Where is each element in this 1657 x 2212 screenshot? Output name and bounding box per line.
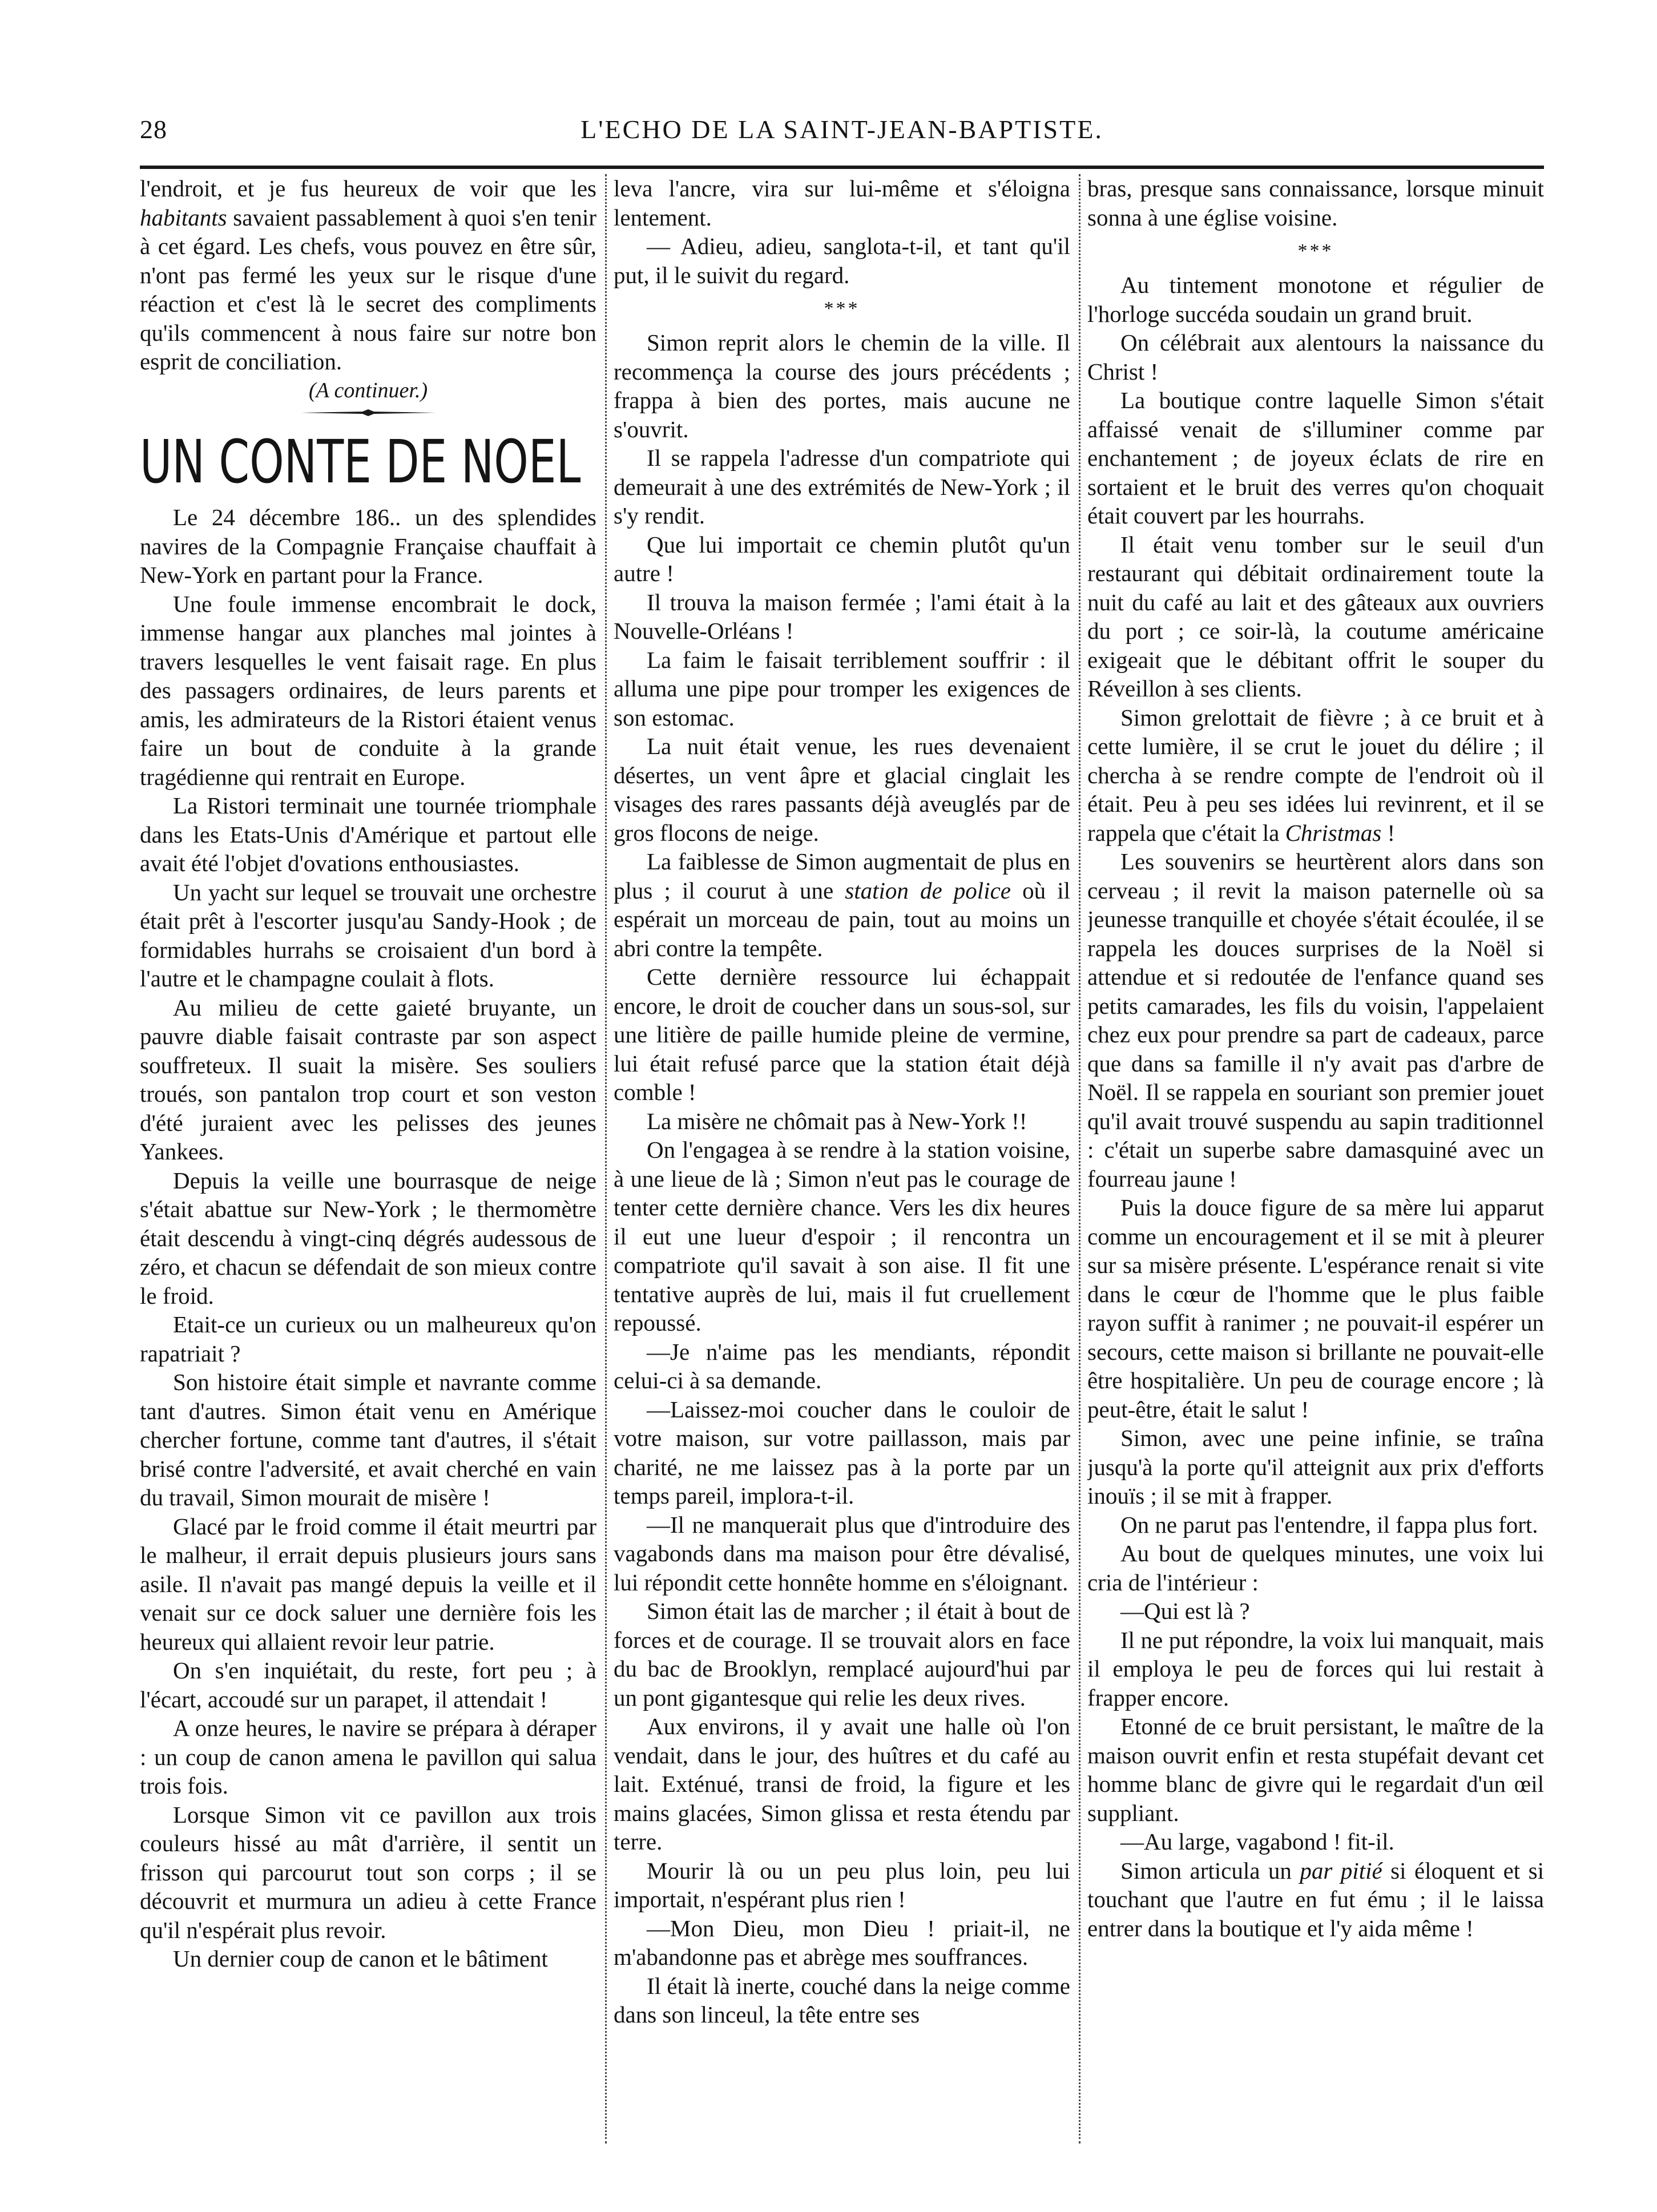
story-paragraph: Au bout de quelques minutes, une voix lui cria de l'intérieur : (1087, 1540, 1544, 1595)
column-3 (1087, 174, 1544, 2195)
story-paragraph: Un yacht sur lequel se trouvait une orchestre était prêt à l'escorter jusqu'au Sandy-Hook ; de formidables hurrahs se croisaient d'un bord à l'autre et le champagne coulait à flots. (140, 879, 596, 992)
story-paragraph: Etait-ce un curieux ou un malheureux qu'on rapatriait ? (140, 1311, 596, 1367)
story-paragraph: Que lui importait ce chemin plutôt qu'un autre ! (614, 531, 1070, 586)
column-2-body (614, 328, 1070, 2029)
column-divider (605, 174, 607, 2143)
story-paragraph: La Ristori terminait une tournée triomphale dans les Etats-Unis d'Amérique et partout elle avait été l'objet d'ovations enthousiastes. (140, 792, 596, 876)
story-paragraph: On célébrait aux alentours la naissance du Christ ! (1087, 329, 1544, 385)
story-paragraph: Il ne put répondre, la voix lui manquait, mais il employa le peu de forces qui lui restait à frapper encore. (1087, 1626, 1544, 1711)
previous-article-ending: l'endroit, et je fus heureux de voir que les habitants savaient passablement à quoi s'en tenir à cet égard. Les chefs, vous pouvez en être sûr, n'ont pas fermé les yeux sur le risque d'une réaction et c'est là le secret des compliments qu'ils commencent à nous faire sur notre bon esprit de conciliation. (140, 175, 596, 374)
story-paragraph: —Qui est là ? (1120, 1598, 1250, 1624)
story-paragraph: Au tintement monotone et régulier de l'horloge succéda soudain un grand bruit. (1087, 272, 1544, 327)
column-3-body (1087, 271, 1544, 1943)
story-paragraph: Simon articula un par pitié si éloquent et si touchant que l'autre en fut ému ; il le laissa entrer dans la boutique et l'y aida même ! (1087, 1857, 1544, 1941)
story-paragraph: On l'engagea à se rendre à la station voisine, à une lieue de là ; Simon n'eut pas le courage de tenter cette dernière chance. Vers les dix heures il eut une lueur d'espoir ; il rencontra un compatriote qu'il savait à son aise. Il fit une tentative auprès de lui, mais il fut cruellement repoussé. (614, 1137, 1070, 1336)
story-paragraph: La faiblesse de Simon augmentait de plus en plus ; il courut à une station de police où il espérait un morceau de pain, tout au moins un abri contre la tempête. (614, 848, 1070, 961)
story-paragraph: Etonné de ce bruit persistant, le maître de la maison ouvrit enfin et resta stupéfait devant cet homme blanc de givre qui le regardait d'un œil suppliant. (1087, 1713, 1544, 1826)
column-2-body-top (614, 174, 1070, 289)
column-1-body (140, 503, 596, 1973)
story-paragraph: Il trouva la maison fermée ; l'ami était à la Nouvelle-Orléans ! (614, 589, 1070, 644)
story-paragraph: Aux environs, il y avait une halle où l'on vendait, dans le jour, des huîtres et du café au lait. Exténué, transi de froid, la figure et les mains glacées, Simon glissa et resta étendu par terre. (614, 1713, 1070, 1855)
story-paragraph: La misère ne chômait pas à New-York !! (647, 1107, 1027, 1134)
story-paragraph: —Laissez-moi coucher dans le couloir de votre maison, sur votre paillasson, mais par charité, ne me laissez pas à la porte par un temps pareil, implora-t-il. (614, 1396, 1070, 1509)
column-2 (614, 174, 1070, 2195)
header-rule (140, 166, 1544, 169)
story-paragraph: On s'en inquiétait, du reste, fort peu ; à l'écart, accoudé sur un parapet, il attendait ! (140, 1657, 596, 1713)
section-asterism: *** (1297, 240, 1334, 261)
story-paragraph: bras, presque sans connaissance, lorsque minuit sonna à une église voisine. (1087, 175, 1544, 231)
story-paragraph: A onze heures, le navire se prépara à déraper : un coup de canon amena le pavillon qui salua trois fois. (140, 1715, 596, 1799)
story-paragraph: Mourir là ou un peu plus loin, peu lui importait, n'espérant plus rien ! (614, 1857, 1070, 1912)
story-paragraph: Depuis la veille une bourrasque de neige s'était abattue sur New-York ; le thermomètre était descendu à vingt-cinq dégrés audessous de zéro, et chacun se défendait de son mieux contre le froid. (140, 1167, 596, 1309)
story-paragraph: Au milieu de cette gaieté bruyante, un pauvre diable faisait contraste par son aspect souffreteux. Il suait la misère. Ses souliers troués, son pantalon trop court et son veston d'été juraient avec les pelisses des jeunes Yankees. (140, 994, 596, 1165)
story-paragraph: Il se rappela l'adresse d'un compatriote qui demeurait à une des extrémités de New-York ; il s'y rendit. (614, 445, 1070, 529)
story-paragraph: Puis la douce figure de sa mère lui apparut comme un encouragement et il se mit à pleurer sur sa misère présente. L'espérance renait si vite dans le cœur de l'homme que le plus faible rayon suffit à ranimer ; ne pouvait-il espérer un secours, cette maison si brillante ne pouvait-elle être hospitalière. Un peu de courage encore ; là peut-être, était le salut ! (1087, 1194, 1544, 1423)
story-paragraph: —Au large, vagabond ! fit-il. (1120, 1828, 1394, 1855)
running-title: L'ECHO DE LA SAINT-JEAN-BAPTISTE. (580, 115, 1103, 144)
story-paragraph: Simon, avec une peine infinie, se traîna jusqu'à la porte qu'il atteignit aux prix d'efforts inouïs ; il se mit à frapper. (1087, 1425, 1544, 1509)
column-3-body-top (1087, 174, 1544, 232)
story-paragraph: La faim le faisait terriblement souffrir : il alluma une pipe pour tromper les exigences de son estomac. (614, 646, 1070, 731)
story-paragraph: Simon était las de marcher ; il était à bout de forces et de courage. Il se trouvait alors en face du bac de Brooklyn, remplacé aujourd'hui par un pont gigantesque qui relie les deux rives. (614, 1598, 1070, 1711)
story-paragraph: Glacé par le froid comme il était meurtri par le malheur, il errait depuis plusieurs jours sans asile. Il n'avait pas mangé depuis la veille et il venait sur ce dock saluer une dernière fois les heureux qui allaient revoir leur patrie. (140, 1513, 596, 1655)
story-paragraph: Il était venu tomber sur le seuil d'un restaurant qui débitait ordinairement toute la nuit du café au lait et des gâteaux aux ouvriers du port ; ce soir-là, la coutume américaine exigeait que le débitant offrit le souper du Réveillon à ses clients. (1087, 531, 1544, 702)
story-paragraph: Son histoire était simple et navrante comme tant d'autres. Simon était venu en Amérique chercher fortune, comme tant d'autres, il s'était brisé contre l'adversité, et avait cherché en vain du travail, Simon mourait de misère ! (140, 1369, 596, 1510)
story-paragraph: Simon reprit alors le chemin de la ville. Il recommença la course des jours précédents ; frappa à bien des portes, mais aucune ne s'ouvrit. (614, 329, 1070, 442)
page-header (140, 114, 1544, 154)
to-be-continued-note: (A continuer.) (308, 378, 428, 402)
story-paragraph: —Je n'aime pas les mendiants, répondit celui-ci à sa demande. (614, 1338, 1070, 1393)
story-paragraph: —Mon Dieu, mon Dieu ! priait-il, ne m'abandonne pas et abrège mes souffrances. (614, 1915, 1070, 1970)
ornamental-rule (300, 408, 437, 417)
story-paragraph: Simon grelottait de fièvre ; à ce bruit et à cette lumière, il se crut le jouet du délire ; il chercha à se rendre compte de l'endroit où il était. Peu à peu ses idées lui revinrent, et il se rappela que c'était la Christmas ! (1087, 704, 1544, 846)
story-paragraph: Le 24 décembre 186.. un des splendides navires de la Compagnie Française chauffait à New-York en partant pour la France. (140, 504, 596, 588)
story-paragraph: — Adieu, adieu, sanglota-t-il, et tant qu'il put, il le suivit du regard. (614, 233, 1070, 288)
section-asterism: *** (824, 298, 860, 319)
story-paragraph: Lorsque Simon vit ce pavillon aux trois couleurs hissé au mât d'arrière, il sentit un frisson qui parcourut tout son corps ; il se découvrit et murmura un adieu à cette France qu'il n'espérait plus revoir. (140, 1801, 596, 1943)
story-paragraph: La boutique contre laquelle Simon s'était affaissé venait de s'illuminer comme par enchantement ; de joyeux éclats de rire en sortaient et le bruit des verres qu'on choquait était couvert par les hourrahs. (1087, 387, 1544, 529)
story-paragraph: La nuit était venue, les rues devenaient désertes, un vent âpre et glacial cinglait les visages des rares passants déjà aveuglés par de gros flocons de neige. (614, 733, 1070, 846)
story-paragraph: Un dernier coup de canon et le bâtiment (173, 1945, 548, 1972)
story-paragraph: Il était là inerte, couché dans la neige comme dans son linceul, la tête entre ses (614, 1972, 1070, 2028)
story-paragraph: —Il ne manquerait plus que d'introduire des vagabonds dans ma maison pour être dévalisé, lui répondit cette honnête homme en s'éloignant. (614, 1511, 1070, 1595)
story-paragraph: On ne parut pas l'entendre, il fappa plus fort. (1120, 1511, 1538, 1538)
story-paragraph: Les souvenirs se heurtèrent alors dans son cerveau ; il revit la maison paternelle où sa jeunesse tranquille et choyée s'était écoulée, il se rappela les douces surprises de la Noël si attendue et si redoutée de l'enfance quand ses petits camarades, les fils du voisin, l'appelaient chez eux pour prendre sa part de cadeaux, parce que dans sa famille il n'y avait pas d'arbre de Noël. Il se rappela en souriant son premier jouet qu'il avait trouvé suspendu au sapin traditionnel : c'était un superbe sabre damasquiné avec un fourreau jaune ! (1087, 848, 1544, 1192)
story-paragraph: Cette dernière ressource lui échappait encore, le droit de coucher dans un sous-sol, sur une litière de paille humide pleine de vermine, lui était refusé parce que la station était déjà comble ! (614, 964, 1070, 1105)
story-paragraph: Une foule immense encombrait le dock, immense hangar aux planches mal jointes à travers lesquelles le vent faisait rage. En plus des passagers ordinaires, de leurs parents et amis, les admirateurs de la Ristori étaient venus faire un bout de conduite à la grande tragédienne qui rentrait en Europe. (140, 590, 596, 790)
story-title: UN CONTE DE NOEL (140, 427, 581, 497)
story-paragraph: leva l'ancre, vira sur lui-même et s'éloigna lentement. (614, 175, 1070, 231)
column-1 (140, 174, 596, 2195)
column-divider (1079, 174, 1081, 2143)
page-number: 28 (140, 115, 167, 144)
